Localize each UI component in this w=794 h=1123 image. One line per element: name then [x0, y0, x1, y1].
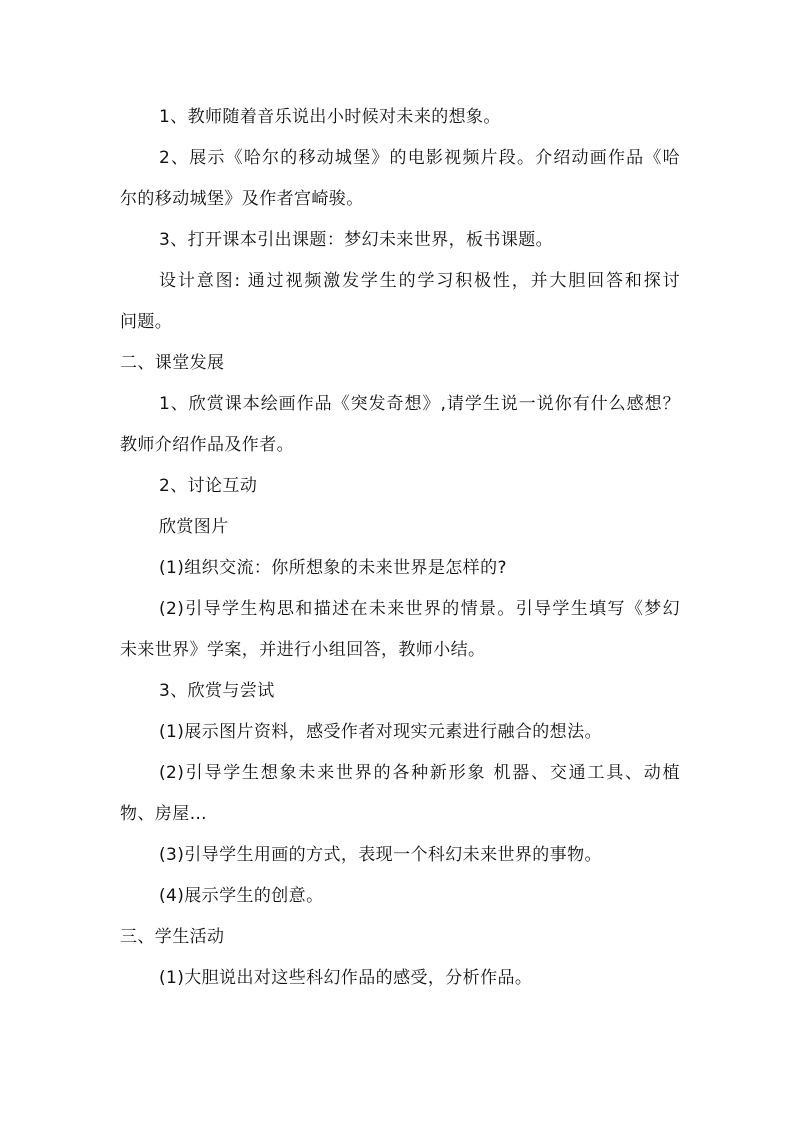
paragraph-line: 1、教师随着音乐说出小时候对未来的想象。 [159, 107, 501, 127]
section-heading: 三、学生活动 [120, 927, 225, 947]
paragraph-line: (1)展示图片资料，感受作者对现实元素进行融合的想法。 [159, 722, 602, 742]
paragraph-line: (2)引导学生想象未来世界的各种新形象 机器、交通工具、动植 [159, 763, 680, 783]
paragraph-line: 设计意图: 通过视频激发学生的学习积极性，并大胆回答和探讨 [159, 271, 680, 291]
paragraph-line: (1)大胆说出对这些科幻作品的感受，分析作品。 [159, 968, 533, 988]
paragraph-line: (1)组织交流：你所想象的未来世界是怎样的? [159, 558, 507, 578]
paragraph-line: 2、展示《哈尔的移动城堡》的电影视频片段。介绍动画作品《哈 [159, 148, 680, 168]
paragraph-line: 3、打开课本引出课题：梦幻未来世界，板书课题。 [159, 230, 554, 250]
paragraph-line: 欣赏图片 [159, 517, 229, 537]
subsection-heading: 2、讨论互动 [159, 476, 258, 496]
paragraph-line: 教师介绍作品及作者。 [120, 435, 294, 455]
paragraph-line: (2)引导学生构思和描述在未来世界的情景。引导学生填写《梦幻 [159, 599, 680, 619]
paragraph-line: 尔的移动城堡》及作者宫崎骏。 [120, 189, 364, 209]
paragraph-line: 物、房屋… [120, 804, 207, 824]
paragraph-line: 1、欣赏课本绘画作品《突发奇想》,请学生说一说你有什么感想？ [159, 394, 680, 414]
section-heading: 二、课堂发展 [120, 353, 225, 373]
document-body [120, 103, 680, 1005]
paragraph-line: 问题。 [120, 312, 173, 332]
paragraph-line: 未来世界》学案，并进行小组回答，教师小结。 [120, 640, 486, 660]
paragraph-line: (3)引导学生用画的方式，表现一个科幻未来世界的事物。 [159, 845, 602, 865]
subsection-heading: 3、欣赏与尝试 [159, 681, 275, 701]
paragraph-line: (4)展示学生的创意。 [159, 886, 324, 906]
